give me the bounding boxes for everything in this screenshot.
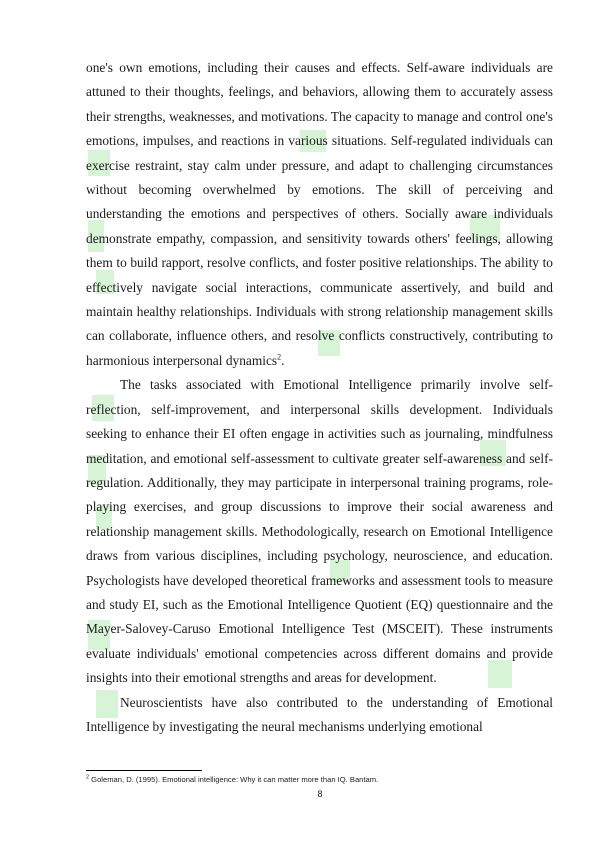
footnote-reference[interactable]: 2 [277, 352, 282, 362]
paragraph-1 [86, 56, 553, 373]
paragraph-1-tail: . [281, 352, 285, 368]
footnote-separator [86, 770, 202, 771]
footnote-number: 2 [86, 774, 90, 781]
body-text [86, 56, 553, 739]
footnote-text: Goleman, D. (1995). Emotional intelligence: Why it can matter more than IQ. Bantam. [89, 775, 379, 784]
paragraph-1-text: one's own emotions, including their causes and effects. Self-aware individuals are attuned to their thoughts, feelings, and behaviors, allowing them to accurately assess their strengths, weaknesses, and motivations. The capacity to manage and control one's emotions, impulses, and reactions in various situations. Self-regulated individuals can exercise restraint, stay calm under pressure, and adapt to challenging circumstances without becoming overwhelmed by emotions. The skill of perceiving and understanding the emotions and perspectives of others. Socially aware individuals demonstrate empathy, compassion, and sensitivity towards others' feelings, allowing them to build rapport, resolve conflicts, and foster positive relationships. The ability to effectively navigate social interactions, communicate assertively, and build and maintain healthy relationships. Individuals with strong relationship management skills can collaborate, influence others, and resolve conflicts constructively, contributing to harmonious interpersonal dynamics [86, 60, 553, 368]
paragraph-3-text: Neuroscientists have also contributed to the understanding of Emotional Intelligence by investigating the neural mechanisms underlying emotional [86, 694, 553, 734]
page-number: 8 [317, 789, 323, 799]
footnote [86, 775, 556, 784]
paragraph-2 [86, 373, 553, 690]
paragraph-3 [86, 691, 553, 740]
paragraph-2-text: The tasks associated with Emotional Intelligence primarily involve self-reflection, self-improvement, and interpersonal skills development. Individuals seeking to enhance their EI often engage in activities such as journaling, mindfulness meditation, and emotional self-assessment to cultivate greater self-awareness and self-regulation. Additionally, they may participate in interpersonal training programs, role-playing exercises, and group discussions to improve their social awareness and relationship management skills. Methodologically, research on Emotional Intelligence draws from various disciplines, including psychology, neuroscience, and education. Psychologists have developed theoretical frameworks and assessment tools to measure and study EI, such as the Emotional Intelligence Quotient (EQ) questionnaire and the Mayer-Salovey-Caruso Emotional Intelligence Test (MSCEIT). These instruments evaluate individuals' emotional competencies across different domains and provide insights into their emotional strengths and areas for development. [86, 377, 553, 686]
